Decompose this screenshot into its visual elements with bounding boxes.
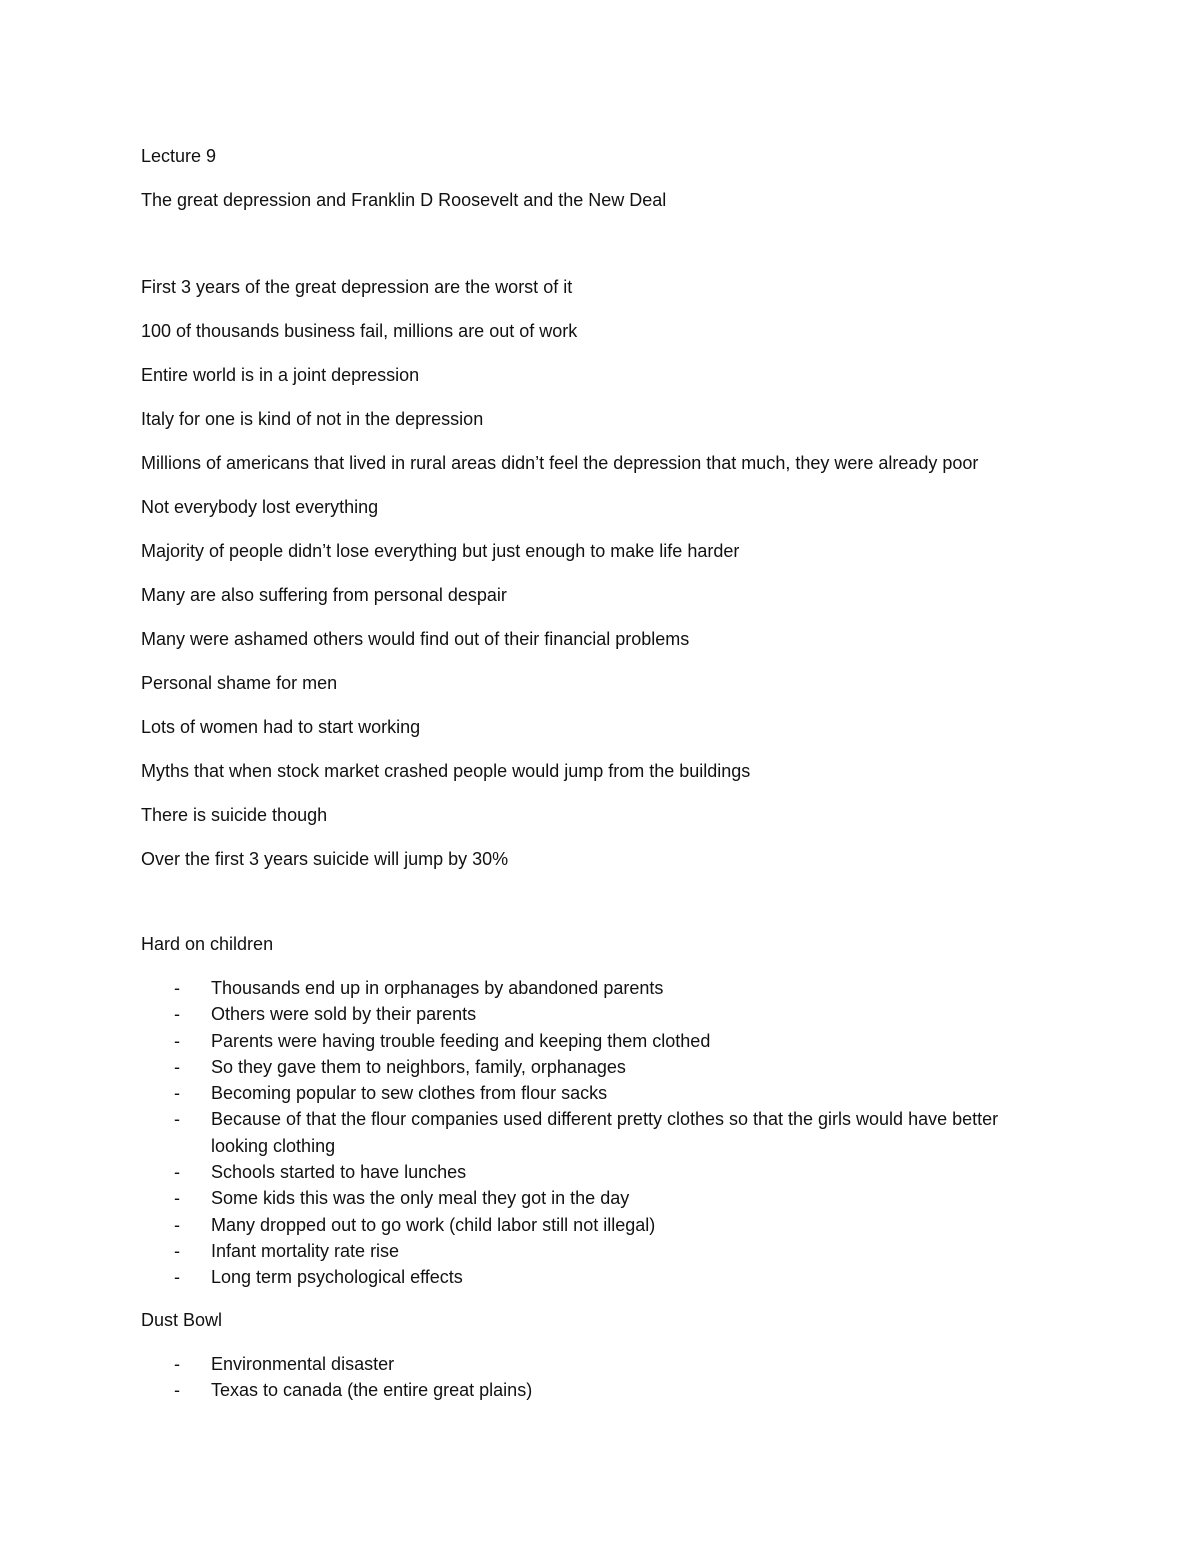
note-line: Many were ashamed others would find out of their financial problems bbox=[141, 629, 690, 649]
bullet-item bbox=[141, 975, 1041, 1001]
bullet-text: Others were sold by their parents bbox=[211, 1004, 477, 1025]
dash-marker: - bbox=[174, 1083, 180, 1104]
bullet-item bbox=[141, 1264, 1041, 1290]
note-line: Not everybody lost everything bbox=[141, 497, 379, 517]
dash-marker: - bbox=[174, 1379, 180, 1400]
section-heading: Hard on children bbox=[141, 934, 274, 954]
bullet-text: Becoming popular to sew clothes from flour sacks bbox=[211, 1083, 608, 1104]
note-line: Majority of people didn’t lose everything but just enough to make life harder bbox=[141, 541, 740, 561]
note-line: First 3 years of the great depression are the worst of it bbox=[141, 277, 573, 297]
bullet-item bbox=[141, 1185, 1041, 1211]
notes-list bbox=[141, 274, 1041, 872]
bullet-item bbox=[141, 1054, 1041, 1080]
dash-marker: - bbox=[174, 1109, 180, 1130]
note-line: Myths that when stock market crashed people would jump from the buildings bbox=[141, 761, 751, 781]
note-line: Entire world is in a joint depression bbox=[141, 365, 420, 385]
note-line: 100 of thousands business fail, millions are out of work bbox=[141, 321, 578, 341]
bullet-text: Some kids this was the only meal they got in the day bbox=[211, 1188, 630, 1209]
note-line: Personal shame for men bbox=[141, 673, 338, 693]
section-heading: Dust Bowl bbox=[141, 1309, 223, 1330]
bullet-list bbox=[141, 1351, 1041, 1404]
note-line: Italy for one is kind of not in the depression bbox=[141, 409, 484, 429]
bullet-text: Thousands end up in orphanages by abandoned parents bbox=[211, 978, 664, 998]
dash-marker: - bbox=[174, 1162, 180, 1183]
bullet-list bbox=[141, 975, 1041, 1291]
bullet-text: Parents were having trouble feeding and keeping them clothed bbox=[211, 1030, 711, 1051]
note-line: Lots of women had to start working bbox=[141, 717, 421, 737]
bullet-item bbox=[141, 1351, 1041, 1377]
note-line: Millions of americans that lived in rural areas didn’t feel the depression that much, they were already poor bbox=[141, 453, 979, 473]
section-hard-on-children bbox=[141, 931, 1041, 1291]
bullet-item bbox=[141, 1377, 1041, 1403]
dash-marker: - bbox=[174, 1353, 180, 1374]
bullet-item bbox=[141, 1212, 1041, 1238]
bullet-text: Schools started to have lunches bbox=[211, 1162, 467, 1183]
bullet-text: Texas to canada (the entire great plains) bbox=[211, 1379, 533, 1400]
bullet-text: Infant mortality rate rise bbox=[211, 1240, 400, 1261]
bullet-text: So they gave them to neighbors, family, orphanages bbox=[211, 1056, 626, 1077]
dash-marker: - bbox=[174, 1267, 180, 1288]
lecture-subtitle: The great depression and Franklin D Roosevelt and the New Deal bbox=[141, 190, 667, 210]
bullet-item bbox=[141, 1028, 1041, 1054]
bullet-text: Long term psychological effects bbox=[211, 1267, 463, 1288]
bullet-item bbox=[141, 1106, 1041, 1159]
note-line: There is suicide though bbox=[141, 805, 328, 825]
bullet-item bbox=[141, 1001, 1041, 1027]
bullet-text: Many dropped out to go work (child labor still not illegal) bbox=[211, 1214, 656, 1235]
note-line: Over the first 3 years suicide will jump by 30% bbox=[141, 849, 509, 869]
bullet-text: Because of that the flour companies used different pretty clothes so that the girls would have better looking clothing bbox=[211, 1109, 999, 1156]
bullet-item bbox=[141, 1159, 1041, 1185]
dash-marker: - bbox=[174, 978, 180, 998]
lecture-title: Lecture 9 bbox=[141, 146, 217, 166]
dash-marker: - bbox=[174, 1214, 180, 1235]
bullet-item bbox=[141, 1080, 1041, 1106]
bullet-text: Environmental disaster bbox=[211, 1353, 395, 1374]
dash-marker: - bbox=[174, 1188, 180, 1209]
dash-marker: - bbox=[174, 1030, 180, 1051]
dash-marker: - bbox=[174, 1056, 180, 1077]
section-dust-bowl bbox=[141, 1307, 1041, 1404]
dash-marker: - bbox=[174, 1240, 180, 1261]
dash-marker: - bbox=[174, 1004, 180, 1025]
note-line: Many are also suffering from personal despair bbox=[141, 585, 507, 605]
document-page bbox=[141, 143, 1041, 1403]
bullet-item bbox=[141, 1238, 1041, 1264]
